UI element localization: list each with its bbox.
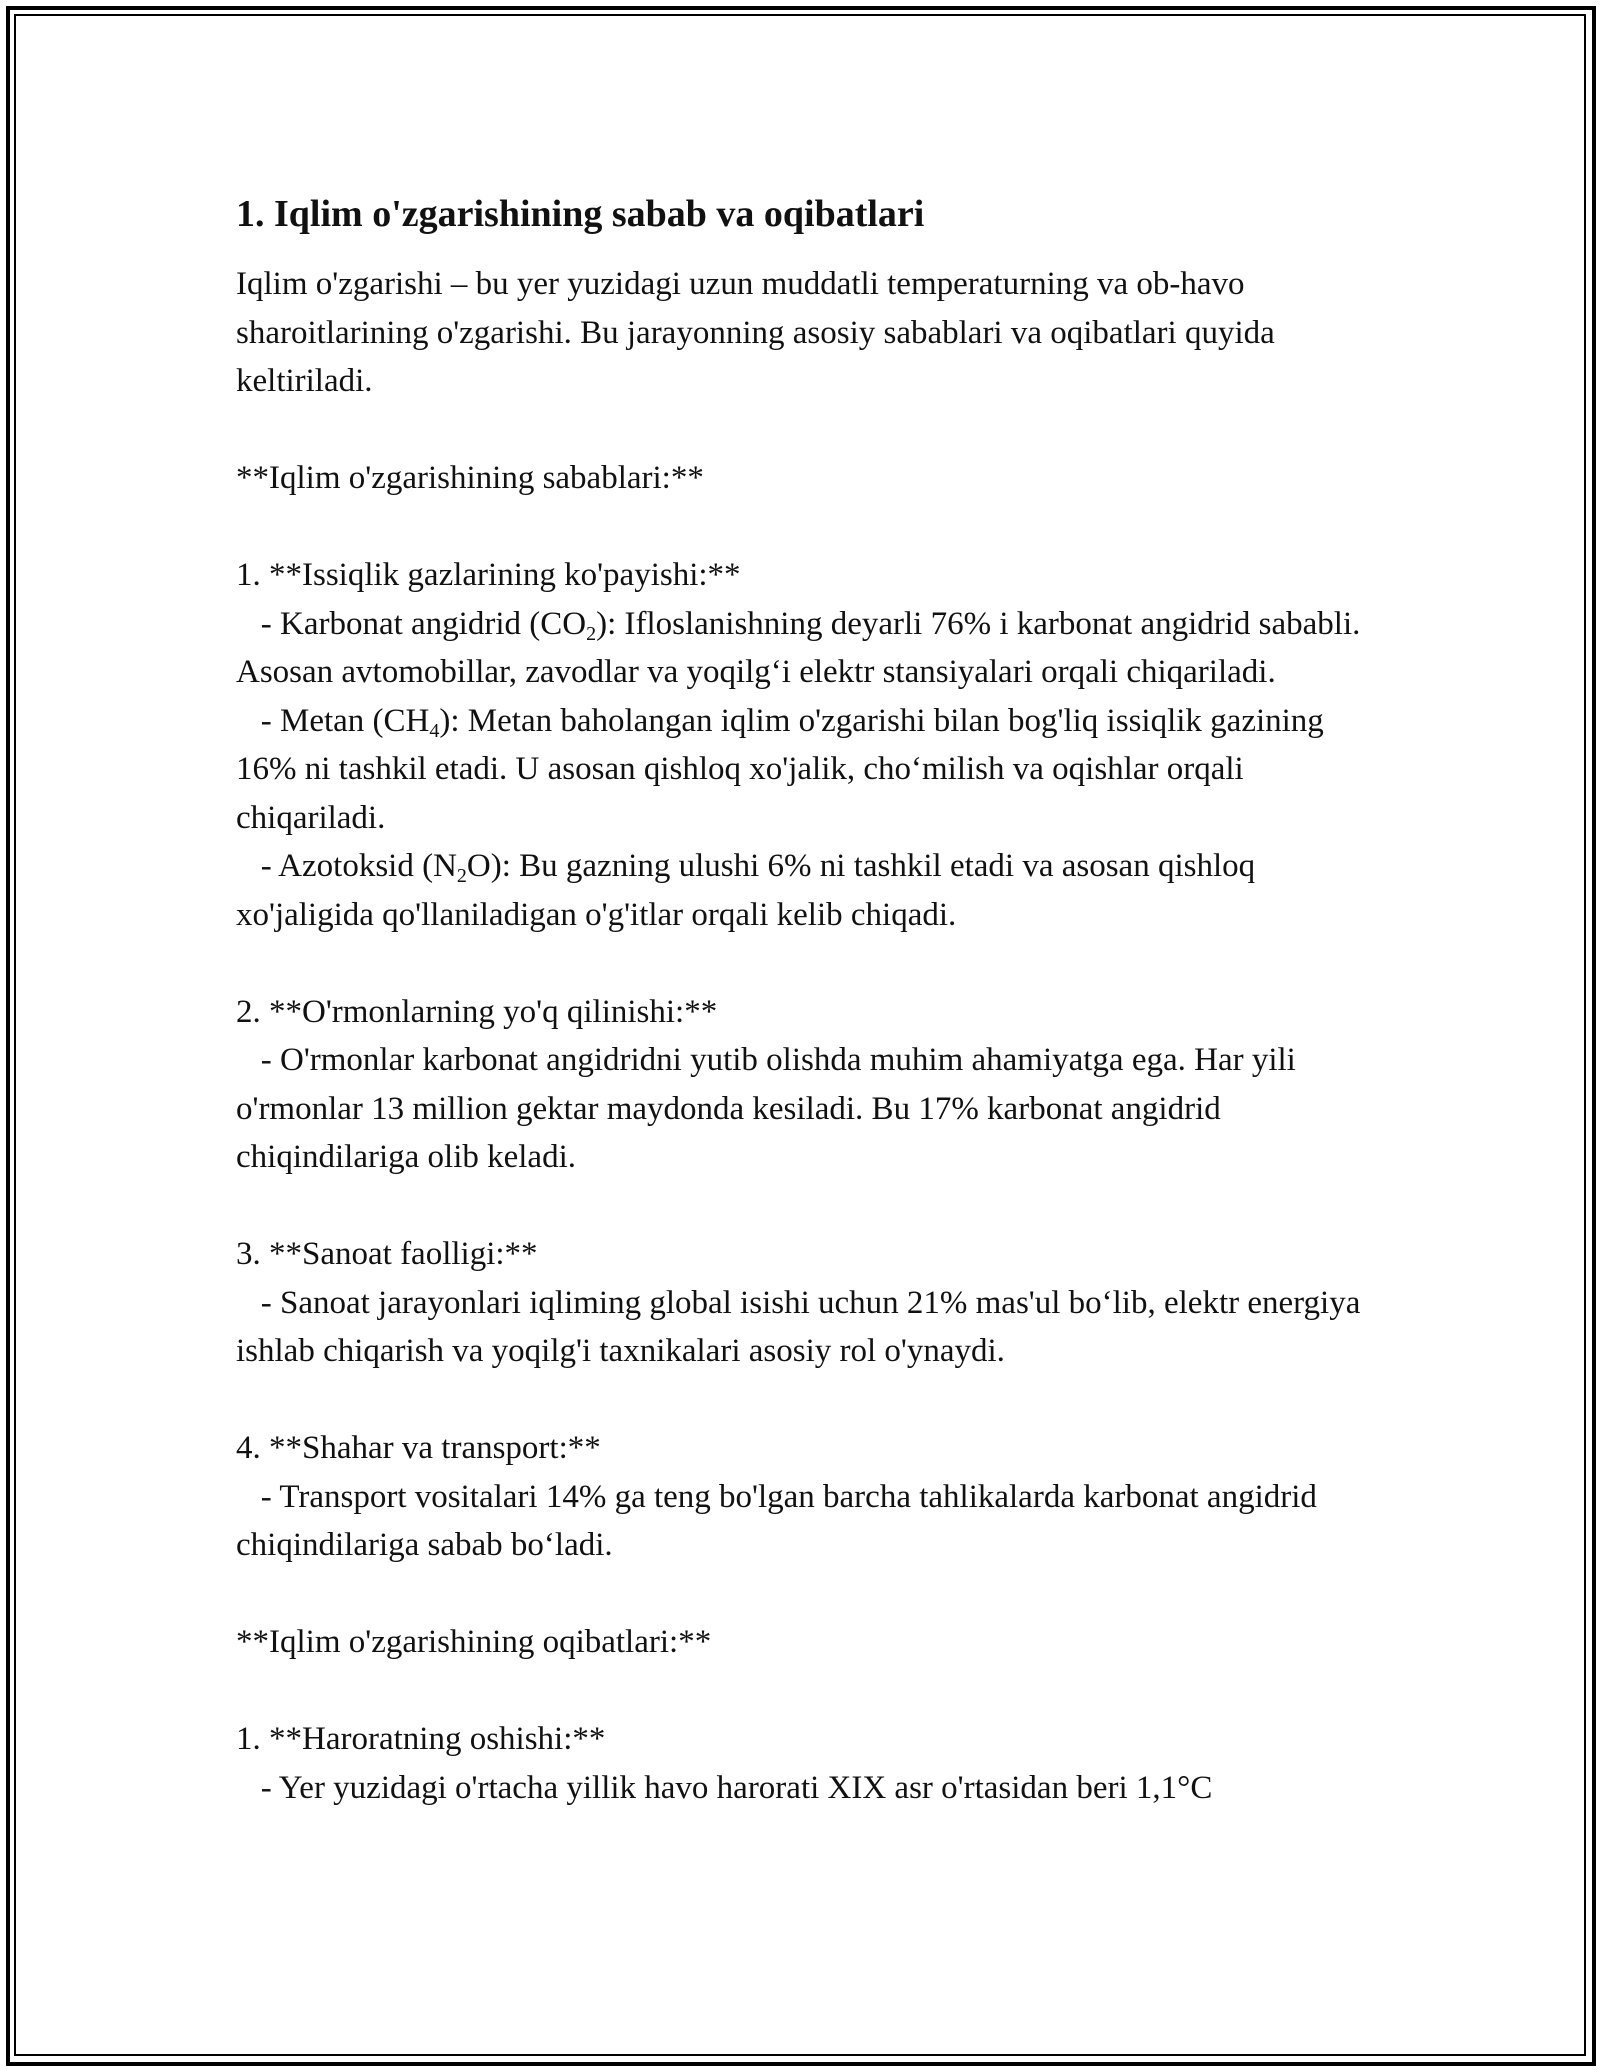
intro-paragraph: Iqlim o'zgarishi – bu yer yuzidagi uzun muddatli temperaturning va ob-havo sharoitlarining o'zgarishi. Bu jarayonning asosiy sabablari va oqibatlari quyida keltiriladi. — [236, 266, 1275, 399]
cause-4-title: 4. **Shahar va transport:** — [236, 1430, 601, 1466]
effect-1-title: 1. **Haroratning oshishi:** — [236, 1721, 606, 1757]
cause-2-text: - O'rmonlar karbonat angidridni yutib olishda muhim ahamiyatga ega. Har yili o'rmonlar 13 million gektar maydonda kesiladi. Bu 17% karbonat angidrid chiqindilariga olib keladi. — [236, 1042, 1296, 1175]
page-title: 1. Iqlim o'zgarishining sabab va oqibatlari — [236, 193, 925, 235]
effects-title: **Iqlim o'zgarishining oqibatlari:** — [236, 1624, 712, 1660]
cause-3-title: 3. **Sanoat faolligi:** — [236, 1236, 538, 1272]
cause-1-n2o: - Azotoksid $(N_2O)$: Bu gazning ulushi 6% ni tashkil etadi va asosan qishloq xo'jaligida qo'llaniladigan o'g'itlar orqali kelib chiqadi. — [236, 848, 1256, 933]
cause-1-co2: - Karbonat angidrid $(CO_2)$: Ifloslanishning deyarli 76% i karbonat angidrid sababli. Asosan avtomobillar, zavodlar va yoqilg‘i elektr stansiyalari orqali chiqariladi. — [236, 605, 1361, 690]
cause-3-text: - Sanoat jarayonlari iqliming global isishi uchun 21% mas'ul bo‘lib, elektr energiya ishlab chiqarish va yoqilg'i taxnikalari asosiy rol o'ynaydi. — [236, 1284, 1361, 1369]
cause-2-title: 2. **O'rmonlarning yo'q qilinishi:** — [236, 993, 718, 1030]
cause-1-ch4: - Metan $(CH_4)$: Metan baholangan iqlim o'zgarishi bilan bog'liq issiqlik gazining 16% ni tashkil etadi. U asosan qishloq xo'jalik, cho‘milish va oqishlar orqali chiqariladi. — [236, 702, 1324, 836]
effect-1-text: - Yer yuzidagi o'rtacha yillik havo harorati XIX asr o'rtasidan beri 1,1°C — [260, 1769, 1213, 1806]
document-body — [236, 188, 1386, 1812]
cause-4-text: - Transport vositalari 14% ga teng bo'lgan barcha tahlikalarda karbonat angidrid chiqindilariga sabab bo‘ladi. — [236, 1478, 1317, 1563]
cause-1-title: 1. **Issiqlik gazlarining ko'payishi:** — [236, 557, 741, 593]
causes-title: **Iqlim o'zgarishining sabablari:** — [236, 460, 704, 496]
